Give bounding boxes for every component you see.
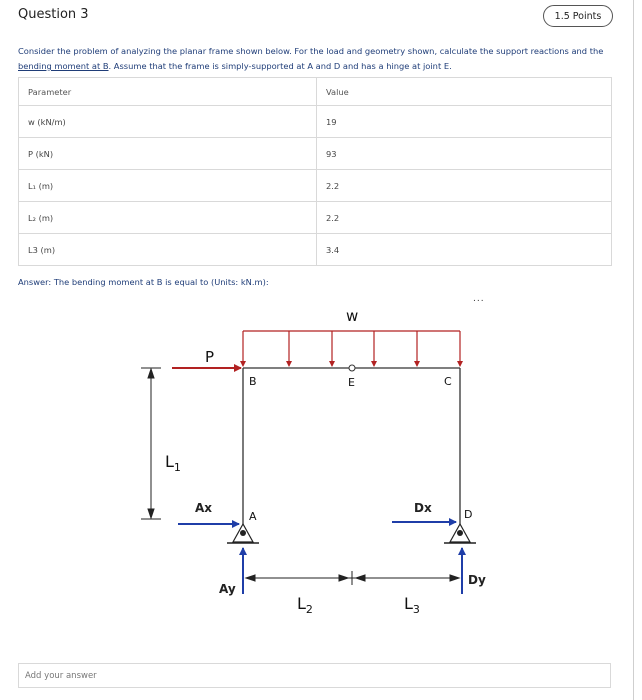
label-dy: Dy (468, 573, 486, 587)
question-text-part1: Consider the problem of analyzing the planar frame shown below. For the load and geometry shown, calculate the support reactions and the (18, 46, 604, 56)
table-cell-param: L₁ (m) (19, 170, 317, 202)
table-cell-value: 3.4 (317, 234, 612, 266)
hinge-e (349, 365, 355, 371)
label-c: C (444, 375, 452, 388)
table-header-parameter: Parameter (19, 78, 317, 106)
label-ax: Ax (195, 501, 213, 515)
label-l3-sub: 3 (412, 603, 420, 616)
question-text-link: bending moment at B (18, 61, 109, 71)
label-w: w (346, 307, 359, 325)
label-l1-sub: 1 (173, 461, 181, 474)
answer-label: Answer: The bending moment at B is equal to (Units: kN.m): (18, 277, 269, 287)
label-l3-main: L (404, 594, 413, 613)
label-l1-main: L (165, 452, 174, 471)
question-title: Question 3 (18, 7, 89, 22)
table-cell-value: 2.2 (317, 170, 612, 202)
answer-input[interactable]: Add your answer (18, 663, 611, 688)
label-b: B (249, 375, 257, 388)
table-cell-param: P (kN) (19, 138, 317, 170)
dimension-l1 (141, 368, 161, 519)
support-a (227, 524, 259, 543)
label-e: E (348, 376, 355, 389)
label-l1 (165, 452, 181, 474)
table-cell-value: 19 (317, 106, 612, 138)
label-a: A (249, 510, 257, 523)
table-header-value: Value (317, 78, 612, 106)
table-cell-param: w (kN/m) (19, 106, 317, 138)
more-options-button[interactable]: ... (473, 294, 485, 304)
table-cell-value: 2.2 (317, 202, 612, 234)
distributed-load (243, 331, 460, 366)
label-ay: Ay (219, 582, 236, 596)
label-l3 (404, 594, 420, 616)
table-cell-param: L3 (m) (19, 234, 317, 266)
label-l2-sub: 2 (305, 603, 313, 616)
label-l2 (297, 594, 313, 616)
dimension-l2-l3 (246, 571, 459, 585)
label-p: P (205, 348, 215, 366)
table-cell-param: L₂ (m) (19, 202, 317, 234)
label-l2-main: L (297, 594, 306, 613)
points-badge: 1.5 Points (543, 5, 613, 27)
label-d: D (464, 508, 473, 521)
label-dx: Dx (414, 501, 432, 515)
table-cell-value: 93 (317, 138, 612, 170)
question-text-part2: . Assume that the frame is simply-supported at A and D and has a hinge at joint E. (108, 61, 452, 71)
support-d (444, 524, 476, 543)
